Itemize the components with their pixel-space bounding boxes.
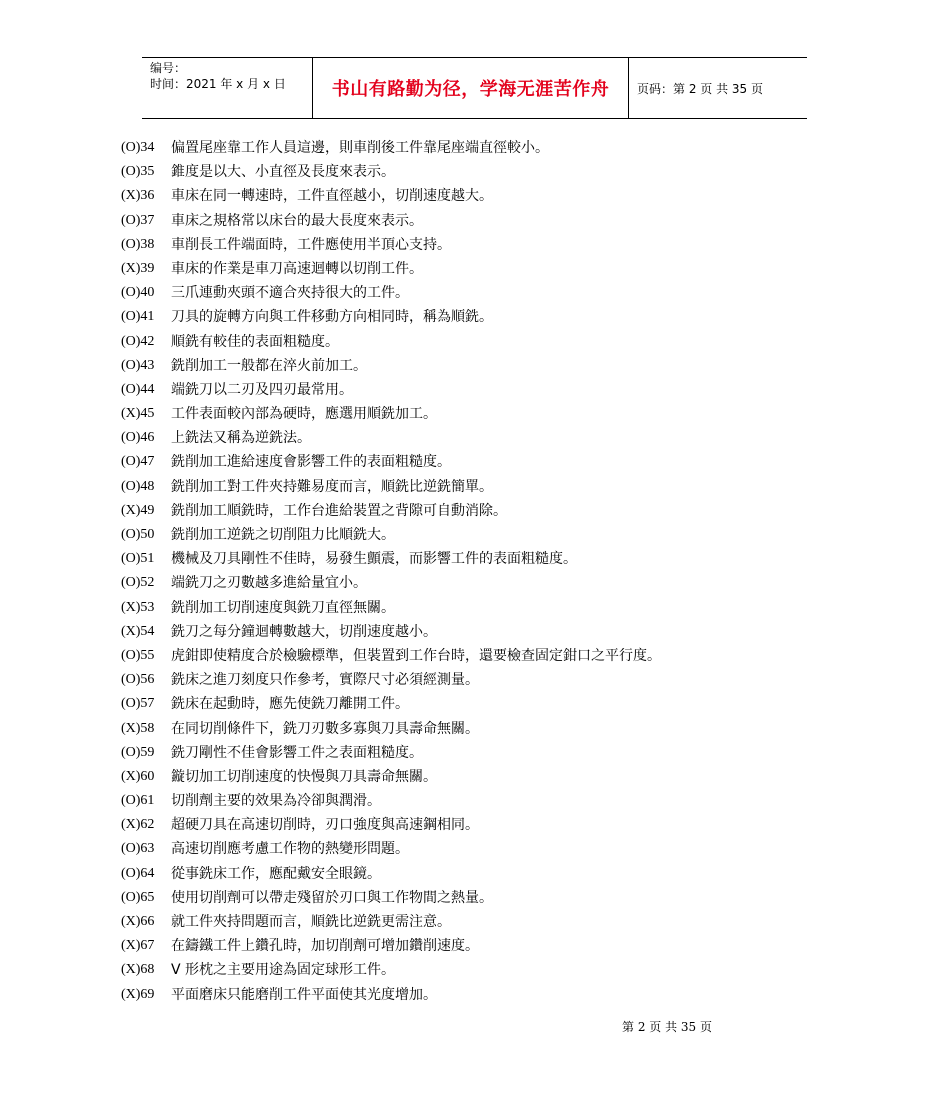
question-text: 刀具的旋轉方向與工件移動方向相同時，稱為順銑。 <box>171 309 493 326</box>
question-answer-id: (X)68 <box>121 962 155 978</box>
question-text: 銑刀剛性不佳會影響工件之表面粗糙度。 <box>171 744 423 761</box>
list-item <box>121 330 661 354</box>
question-text: 銑削加工切削速度與銑刀直徑無關。 <box>171 599 395 616</box>
question-answer-id: (O)51 <box>121 551 155 567</box>
question-answer-id: (X)69 <box>121 986 155 1002</box>
question-text: 三爪連動夾頭不適合夾持很大的工件。 <box>171 285 409 302</box>
question-answer-id: (O)40 <box>121 285 155 301</box>
question-text: 機械及刀具剛性不佳時，易發生顫震，而影響工件的表面粗糙度。 <box>171 551 577 568</box>
list-item <box>121 571 661 595</box>
question-text: 端銑刀以二刃及四刃最常用。 <box>171 381 353 398</box>
list-item <box>121 160 661 184</box>
question-answer-id: (O)63 <box>121 841 155 857</box>
question-text: 工件表面較內部為硬時，應選用順銑加工。 <box>171 406 437 423</box>
question-answer-id: (X)60 <box>121 768 155 784</box>
question-text: 在同切削條件下，銑刀刃數多寡與刀具壽命無關。 <box>171 720 479 737</box>
question-text: 順銑有較佳的表面粗糙度。 <box>171 333 339 350</box>
question-text: 就工件夾持問題而言，順銑比逆銑更需注意。 <box>171 914 451 930</box>
list-item <box>121 233 661 257</box>
question-text: 端銑刀之刃數越多進給量宜小。 <box>171 575 367 592</box>
list-item <box>121 934 661 958</box>
question-text: 銑削加工進給速度會影響工件的表面粗糙度。 <box>171 454 451 471</box>
question-answer-id: (O)43 <box>121 357 155 373</box>
document-time-label: 时间：2021 年 x 月 x 日 <box>150 77 286 91</box>
page-header <box>142 57 807 119</box>
question-text: 銑削加工對工件夾持難易度而言，順銑比逆銑簡單。 <box>171 478 493 495</box>
list-item <box>121 596 661 620</box>
list-item <box>121 281 661 305</box>
question-answer-id: (O)38 <box>121 236 155 252</box>
list-item <box>121 136 661 160</box>
question-text: 錐度是以大、小直徑及長度來表示。 <box>171 164 395 181</box>
list-item <box>121 983 661 1007</box>
question-answer-id: (O)35 <box>121 164 155 180</box>
question-text: 高速切削應考慮工作物的熱變形問題。 <box>171 841 409 858</box>
page-footer: 第 2 页 共 35 页 <box>622 1020 712 1034</box>
question-answer-id: (O)61 <box>121 793 155 809</box>
question-text: 從事銑床工作，應配戴安全眼鏡。 <box>171 865 381 882</box>
question-text: 偏置尾座靠工作人員這邊，則車削後工件靠尾座端直徑較小。 <box>171 140 549 156</box>
header-motto: 书山有路勤为径，学海无涯苦作舟 <box>313 58 629 118</box>
question-answer-id: (O)56 <box>121 672 155 688</box>
question-answer-id: (X)58 <box>121 720 155 736</box>
question-text: 切削劑主要的效果為冷卻與潤滑。 <box>171 793 381 810</box>
list-item <box>121 305 661 329</box>
list-item <box>121 475 661 499</box>
question-text: 在鑄鐵工件上鑽孔時，加切削劑可增加鑽削速度。 <box>171 938 479 955</box>
question-answer-id: (X)36 <box>121 188 155 204</box>
question-text: 車削長工件端面時，工件應使用半頂心支持。 <box>171 236 451 253</box>
question-answer-id: (O)44 <box>121 381 155 397</box>
question-text: 銑削加工一般都在淬火前加工。 <box>171 357 367 374</box>
question-text: 平面磨床只能磨削工件平面使其光度增加。 <box>171 986 437 1003</box>
list-item <box>121 499 661 523</box>
list-item <box>121 547 661 571</box>
document-number-label: 编号： <box>150 61 187 75</box>
question-text: 銑床之進刀刻度只作參考，實際尺寸必須經測量。 <box>171 672 479 689</box>
list-item <box>121 837 661 861</box>
list-item <box>121 717 661 741</box>
list-item <box>121 668 661 692</box>
question-answer-id: (O)47 <box>121 454 155 470</box>
list-item <box>121 523 661 547</box>
question-answer-id: (X)67 <box>121 938 155 954</box>
list-item <box>121 378 661 402</box>
list-item <box>121 886 661 910</box>
list-item <box>121 257 661 281</box>
question-answer-id: (O)42 <box>121 333 155 349</box>
question-answer-id: (X)62 <box>121 817 155 833</box>
question-answer-id: (O)64 <box>121 865 155 881</box>
list-item <box>121 789 661 813</box>
question-text: 車床的作業是車刀高速迴轉以切削工件。 <box>171 260 423 277</box>
list-item <box>121 450 661 474</box>
question-answer-id: (X)45 <box>121 406 155 422</box>
question-text: 銑削加工逆銑之切削阻力比順銑大。 <box>171 527 395 543</box>
list-item <box>121 209 661 233</box>
question-answer-id: (O)41 <box>121 309 155 325</box>
question-answer-id: (O)57 <box>121 696 155 712</box>
list-item <box>121 354 661 378</box>
question-answer-id: (O)50 <box>121 527 155 542</box>
question-answer-id: (O)46 <box>121 430 155 446</box>
question-answer-id: (X)39 <box>121 260 155 276</box>
question-answer-id: (O)34 <box>121 140 155 155</box>
question-answer-id: (O)55 <box>121 647 155 663</box>
question-text: 車床之規格常以床台的最大長度來表示。 <box>171 212 423 229</box>
list-item <box>121 620 661 644</box>
question-text: 超硬刀具在高速切削時，刃口強度與高速鋼相同。 <box>171 817 479 834</box>
header-meta-cell <box>142 58 313 118</box>
question-text: 銑床在起動時，應先使銑刀離開工件。 <box>171 696 409 713</box>
question-text: 銑刀之每分鐘迴轉數越大，切削速度越小。 <box>171 623 437 640</box>
question-answer-id: (X)66 <box>121 914 155 929</box>
list-item <box>121 426 661 450</box>
question-answer-id: (O)59 <box>121 744 155 760</box>
question-text: 銑削加工順銑時，工作台進給裝置之背隙可自動消除。 <box>171 502 507 519</box>
header-page-info: 页码：第 2 页 共 35 页 <box>637 81 763 96</box>
list-item <box>121 184 661 208</box>
question-answer-id: (X)49 <box>121 502 155 518</box>
question-answer-id: (O)48 <box>121 478 155 494</box>
list-item <box>121 402 661 426</box>
list-item <box>121 813 661 837</box>
question-answer-id: (X)53 <box>121 599 155 615</box>
question-answer-id: (X)54 <box>121 623 155 639</box>
question-answer-id: (O)37 <box>121 212 155 228</box>
list-item <box>121 741 661 765</box>
question-text: 使用切削劑可以帶走殘留於刃口與工作物間之熱量。 <box>171 889 493 906</box>
question-text: V 形枕之主要用途為固定球形工件。 <box>171 962 396 979</box>
question-text: 上銑法又稱為逆銑法。 <box>171 430 311 447</box>
list-item <box>121 644 661 668</box>
list-item <box>121 910 661 934</box>
list-item <box>121 958 661 982</box>
question-text: 虎鉗即使精度合於檢驗標準，但裝置到工作台時，還要檢查固定鉗口之平行度。 <box>171 647 661 664</box>
list-item <box>121 862 661 886</box>
question-answer-id: (O)65 <box>121 889 155 905</box>
question-list <box>121 136 661 1007</box>
list-item <box>121 765 661 789</box>
list-item <box>121 692 661 716</box>
question-text: 車床在同一轉速時，工件直徑越小，切削速度越大。 <box>171 188 493 205</box>
question-answer-id: (O)52 <box>121 575 155 591</box>
question-text: 鏇切加工切削速度的快慢與刀具壽命無關。 <box>171 768 437 785</box>
